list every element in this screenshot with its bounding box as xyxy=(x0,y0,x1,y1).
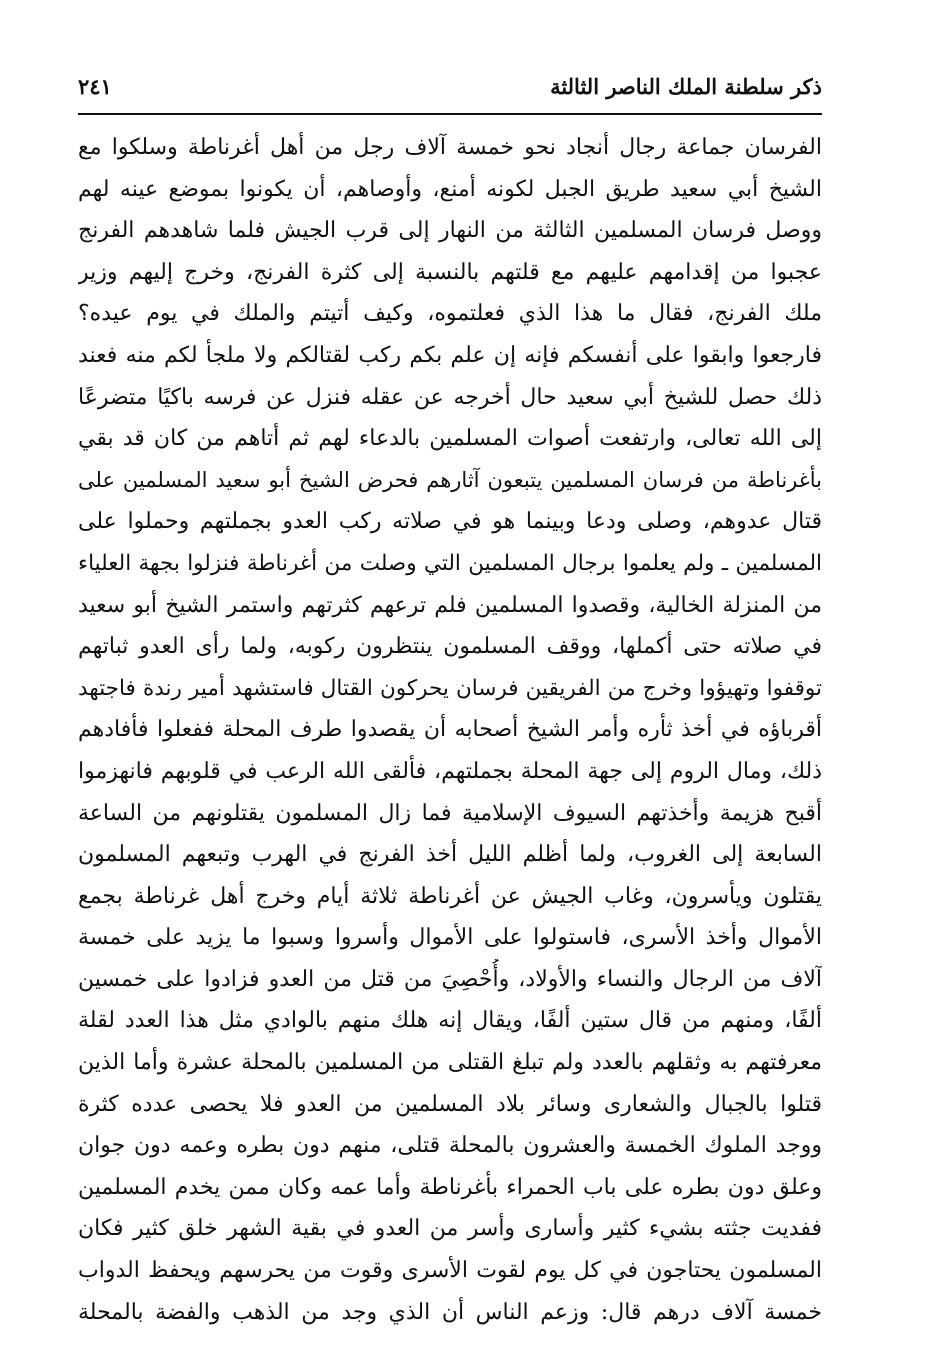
running-title: ذكر سلطنة الملك الناصر الثالثة xyxy=(550,74,822,99)
text-line: ألفًا، ومنهم من قال ستين ألفًا، ويقال إنه هلك منهم بالوادي مثل هذا العدد لقلة xyxy=(78,1008,822,1034)
text-line: معرفتهم به وثقلهم بالعدد ولم تبلغ القتلى من المسلمين بالمحلة عشرة وأما الذين xyxy=(78,1050,822,1076)
text-line: عجبوا من إقدامهم عليهم مع قلتهم بالنسبة إلى كثرة الفرنج، وخرج إليهم وزير xyxy=(78,259,822,285)
text-line: يقتلون ويأسرون، وغاب الجيش عن أغرناطة ثلاثة أيام وخرج أهل غرناطة بجمع xyxy=(78,883,822,909)
text-line: المسلمون يحتاجون في كل يوم لقوت الأسرى وقوت من يحرسهم ويحفظ الدواب xyxy=(78,1258,822,1284)
text-line: الأموال وأخذ الأسرى، فاستولوا على الأموال وأسروا وسبوا ما يزيد على خمسة xyxy=(78,925,822,951)
text-line: وعلق دون بطره على باب الحمراء بأغرناطة وأما عمه وكان ممن يخدم المسلمين xyxy=(78,1174,822,1200)
page-header xyxy=(78,72,822,112)
text-line: إلى الله تعالى، وارتفعت أصوات المسلمين بالدعاء لهم ثم أتاهم من كان قد بقي xyxy=(78,426,822,452)
text-line: الشيخ أبي سعيد طريق الجبل لكونه أمنع، وأوصاهم، أن يكونوا بموضع عينه لهم xyxy=(78,176,822,202)
page-number: ٢٤١ xyxy=(78,74,112,99)
text-line: فارجعوا وابقوا على أنفسكم فإنه إن علم بكم ركب لقتالكم ولا ملجأ لكم منه فعند xyxy=(78,342,822,368)
text-line: توقفوا وتهيؤوا وخرج من الفريقين فرسان يحركون القتال فاستشهد أمير رندة فاجتهد xyxy=(78,675,822,701)
text-line: ووجد الملوك الخمسة والعشرون بالمحلة قتلى، منهم دون بطره وعمه دون جوان xyxy=(78,1133,822,1159)
text-line: في صلاته حتى أكملها، ووقف المسلمون ينتظرون ركوبه، ولما رأى العدو ثباتهم xyxy=(78,634,822,660)
text-line: ذلك، ومال الروم إلى جهة المحلة بجملتهم، فألقى الله الرعب في قلوبهم فانهزموا xyxy=(78,758,822,784)
text-line: أقرباؤه في أخذ ثأره وأمر الشيخ أصحابه أن يقصدوا طرف المحلة ففعلوا فأفادهم xyxy=(78,717,822,743)
body-text xyxy=(78,127,822,1333)
text-line: قتال عدوهم، وصلى ودعا وبينما هو في صلاته ركب العدو بجملتهم وحملوا على xyxy=(78,509,822,535)
text-line: قتلوا بالجبال والشعارى وسائر بلاد المسلمين من العدو فلا يحصى عدده كثرة xyxy=(78,1091,822,1117)
text-line: بأغرناطة من فرسان المسلمين يتبعون آثارهم فحرض الشيخ أبو سعيد المسلمين على xyxy=(78,467,822,492)
header-rule xyxy=(78,113,822,115)
text-line: من المنزلة الخالية، وقصدوا المسلمين فلم ترعهم كثرتهم واستمر الشيخ أبو سعيد xyxy=(78,592,822,618)
text-line: ووصل فرسان المسلمين الثالثة من النهار إلى قرب الجيش فلما شاهدهم الفرنج xyxy=(78,218,822,244)
text-line: ملك الفرنج، فقال ما هذا الذي فعلتموه، وكيف أتيتم والملك في يوم عيده؟ xyxy=(78,301,822,327)
text-line: أقبح هزيمة وأخذتهم السيوف الإسلامية فما زال المسلمون يقتلونهم من الساعة xyxy=(78,800,822,826)
text-line: الفرسان جماعة رجال أنجاد نحو خمسة آلاف رجل من أهل أغرناطة وسلكوا مع xyxy=(78,135,822,160)
text-line: السابعة إلى الغروب، ولما أظلم الليل أخذ الفرنج في الهرب وتبعهم المسلمون xyxy=(78,842,822,868)
text-line: خمسة آلاف درهم قال: وزعم الناس أن الذي وجد من الذهب والفضة بالمحلة xyxy=(78,1299,822,1325)
text-line: ففديت جثته بشيء كثير وأسارى وأسر من العدو في بقية الشهر خلق كثير فكان xyxy=(78,1216,822,1242)
text-line: ذلك حصل للشيخ أبي سعيد حال أخرجه عن عقله فنزل عن فرسه باكيًا متضرعًا xyxy=(78,384,822,410)
text-line: آلاف من الرجال والنساء والأولاد، وأُحْصِيَ من قتل من العدو فزادوا على خمسين xyxy=(78,966,822,992)
text-line: المسلمين ـ ولم يعلموا برجال المسلمين التي وصلت من أغرناطة فنزلوا بجهة العلياء xyxy=(78,550,822,576)
